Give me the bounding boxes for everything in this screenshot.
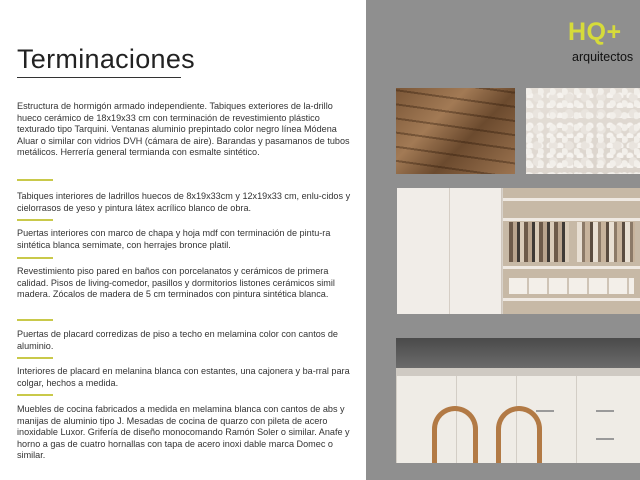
textured-wall-photo [526, 88, 640, 174]
kitchen-photo [396, 338, 640, 463]
paragraph-tabiques: Tabiques interiores de ladrillos huecos de 8x19x33cm y 12x19x33 cm, enlu-cidos y cielorrasos de yeso y pintura látex acrílico blanco de obra. [17, 191, 351, 213]
divider [17, 357, 53, 359]
paragraph-revestimiento: Revestimiento piso pared en baños con porcelanatos y cerámicos de primera calidad. Pisos de living-comedor, pasillos y dormitorios listones cerámicos simil madera. Zócalos de madera de 5 cm terminados con pintura sintética blanca. [17, 266, 335, 300]
divider [17, 179, 53, 181]
logo-subtitle: arquitectos [572, 50, 634, 64]
page-title: Terminaciones [17, 44, 195, 74]
title-underline [17, 77, 181, 78]
divider [17, 319, 53, 321]
kitchen-cabinet [576, 376, 640, 463]
closet-shelf [503, 218, 640, 221]
paragraph-placard-interiores: Interiores de placard en melanina blanca con estantes, una cajonera y ba-rral para colgar, hechos a medida. [17, 366, 350, 388]
logo-mark: HQ+ [568, 18, 622, 46]
wood-floor-photo [396, 88, 515, 174]
kitchen-window [396, 338, 640, 368]
hanging-clothes [509, 222, 569, 262]
chair [432, 406, 478, 463]
cabinet-handle [596, 438, 614, 440]
cabinet-handle [536, 410, 554, 412]
divider [17, 394, 53, 396]
kitchen-countertop [396, 368, 640, 376]
paragraph-estructura: Estructura de hormigón armado independiente. Tabiques exteriores de la-drillo hueco cerámico de 18x19x33 cm con terminación de revestimiento plástico texturado tipo Tarquini. Ventanas aluminio prepintado color negro línea Módena Aluar o similar con vidrios DVH (cámara de aire). Barandas y pasamanos de tubos metálicos. Herrería general termianda con esmalte sintético. [17, 101, 350, 158]
closet-door-seam [449, 188, 450, 314]
closet-drawers [509, 278, 634, 294]
divider [17, 219, 53, 221]
divider [17, 257, 53, 259]
paragraph-puertas: Puertas interiores con marco de chapa y hoja mdf con terminación de pintu-ra sintética blanca semimate, con herrajes bronce platil. [17, 228, 331, 250]
hanging-clothes [577, 222, 635, 262]
cabinet-handle [596, 410, 614, 412]
closet-photo [397, 188, 640, 314]
closet-shelf [503, 266, 640, 269]
closet-shelf [503, 298, 640, 301]
chair [496, 406, 542, 463]
closet-shelf [503, 198, 640, 201]
paragraph-placard-puertas: Puertas de placard corredizas de piso a techo en melamina color con cantos de aluminio. [17, 329, 338, 351]
paragraph-cocina: Muebles de cocina fabricados a medida en melamina blanca con cantos de abs y manijas de aluminio tipo J. Mesadas de cocina de quarzo con pileta de acero inoxidable Luxor. Grifería de diseño monocomando Ramón Soler o similar. Anafe y horno a gas de cuatro hornallas con tapa de acero inoxi dable marca Domec o similar. [17, 404, 350, 461]
